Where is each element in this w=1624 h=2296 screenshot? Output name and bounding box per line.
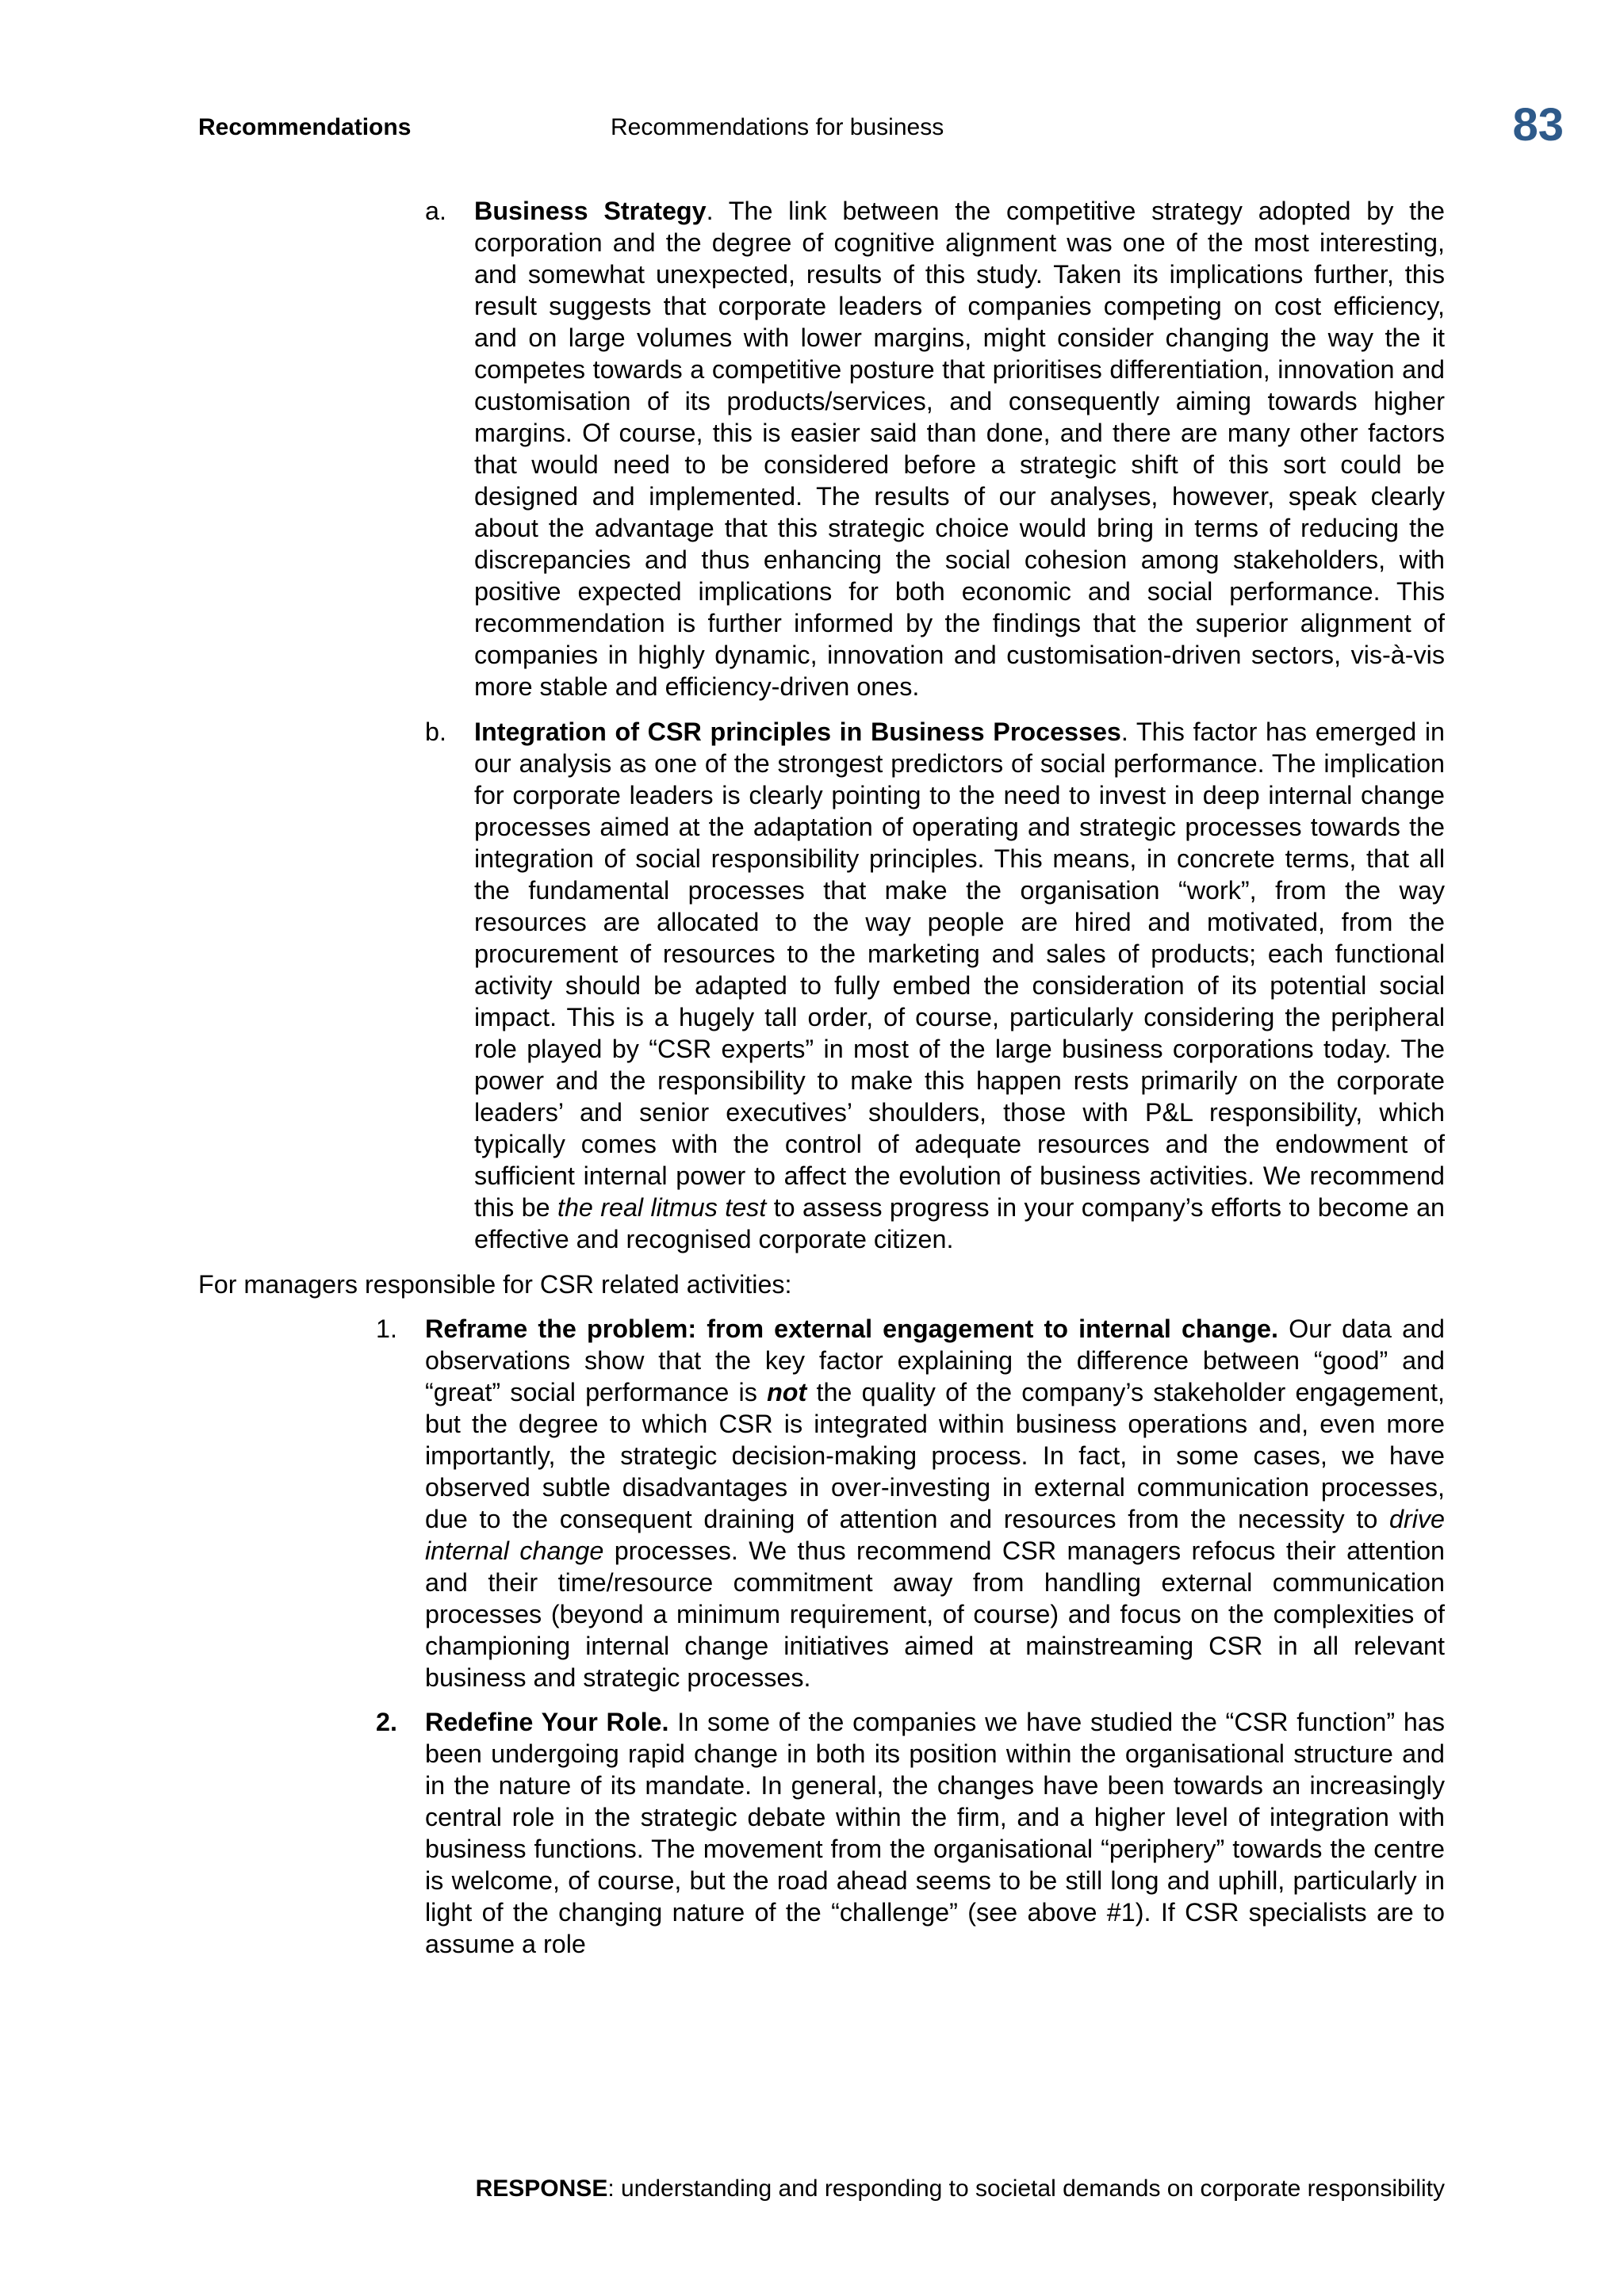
header-subsection-title: Recommendations for business	[611, 114, 944, 140]
item-emphasis-drive-change: drive internal change	[425, 1505, 1445, 1565]
header-section-title: Recommendations	[198, 114, 412, 140]
list-item-redefine-role	[376, 1706, 1446, 1960]
list-marker: a.	[425, 197, 446, 225]
item-title: Business Strategy	[474, 197, 707, 225]
list-marker: 2.	[376, 1708, 397, 1736]
item-body-continued: to assess progress in your company’s efforts to become an effective and recognised corporate citizen.	[474, 1193, 1445, 1253]
list-marker: b.	[425, 718, 446, 746]
running-footer	[476, 2175, 1445, 2202]
page-number: 83	[1512, 99, 1564, 151]
item-body-continued: the quality of the company’s stakeholder engagement, but the degree to which CSR is integrated within business operations and, even more importantly, the strategic decision-making process. In fact, in some cases, we have observed subtle disadvantages in over-investing in external communication processes, due to the consequent draining of attention and resources from the necessity to	[425, 1378, 1445, 1533]
list-item-reframe-problem	[376, 1313, 1445, 1693]
item-title: Redefine Your Role.	[425, 1708, 669, 1736]
item-body: . This factor has emerged in our analysis as one of the strongest predictors of social performance. The implication for corporate leaders is clearly pointing to the need to invest in deep internal change processes aimed at the adaptation of operating and strategic processes towards the integration of social responsibility principles. This means, in concrete terms, that all the fundamental processes that make the organisation “work”, from the way resources are allocated to the way people are hired and motivated, from the procurement of resources to the marketing and sales of products; each functional activity should be adapted to fully embed the consideration of its potential social impact. This is a hugely tall order, of course, particularly considering the peripheral role played by “CSR experts” in most of the large business corporations today. The power and the responsibility to make this happen rests primarily on the corporate leaders’ and senior executives’ shoulders, those with P&L responsibility, which typically comes with the control of adequate resources and the endowment of sufficient internal power to affect the evolution of business activities. We recommend this be	[474, 718, 1445, 1222]
item-title: Reframe the problem: from external engagement to internal change.	[425, 1314, 1278, 1343]
item-body-end: processes. We thus recommend CSR managers refocus their attention and their time/resource commitment away from handling external communication processes (beyond a minimum requirement, of course) and focus on the complexities of championing internal change initiatives aimed at mainstreaming CSR in all relevant business and strategic processes.	[425, 1536, 1445, 1692]
csr-managers-intro: For managers responsible for CSR related activities:	[198, 1270, 792, 1299]
footer-tagline: : understanding and responding to societal demands on corporate responsibility	[607, 2175, 1445, 2202]
page-body	[198, 195, 1445, 1960]
item-body: In some of the companies we have studied the “CSR function” has been undergoing rapid change in both its position within the organisational structure and in the nature of its mandate. In general, the changes have been towards an increasingly central role in the strategic debate within the firm, and a higher level of integration with business functions. The movement from the organisational “periphery” towards the centre is welcome, of course, but the road ahead seems to be still long and uphill, particularly in light of the changing nature of the “challenge” (see above #1). If CSR specialists are to assume a role	[425, 1708, 1446, 1958]
item-title: Integration of CSR principles in Business Processes	[474, 718, 1121, 746]
footer-brand: RESPONSE	[475, 2175, 608, 2202]
list-item-business-strategy	[425, 195, 1445, 702]
list-marker: 1.	[376, 1314, 397, 1343]
item-emphasis: the real litmus test	[557, 1193, 767, 1222]
item-body: . The link between the competitive strategy adopted by the corporation and the degree of cognitive alignment was one of the most interesting, and somewhat unexpected, results of this study. Taken its implications further, this result suggests that corporate leaders of companies competing on cost efficiency, and on large volumes with lower margins, might consider changing the way the it competes towards a competitive posture that prioritises differentiation, innovation and customisation of its products/services, and consequently aiming towards higher margins. Of course, this is easier said than done, and there are many other factors that would need to be considered before a strategic shift of this sort could be designed and implemented. The results of our analyses, however, speak clearly about the advantage that this strategic choice would bring in terms of reducing the discrepancies and thus enhancing the social cohesion among stakeholders, with positive expected implications for both economic and social performance. This recommendation is further informed by the findings that the superior alignment of companies in highly dynamic, innovation and customisation-driven sectors, vis-à-vis more stable and efficiency-driven ones.	[474, 197, 1445, 701]
list-item-csr-integration	[425, 716, 1445, 1255]
item-emphasis-not: not	[767, 1378, 807, 1406]
item-body: Our data and observations show that the key factor explaining the difference between “good” and “great” social performance is	[425, 1314, 1445, 1406]
